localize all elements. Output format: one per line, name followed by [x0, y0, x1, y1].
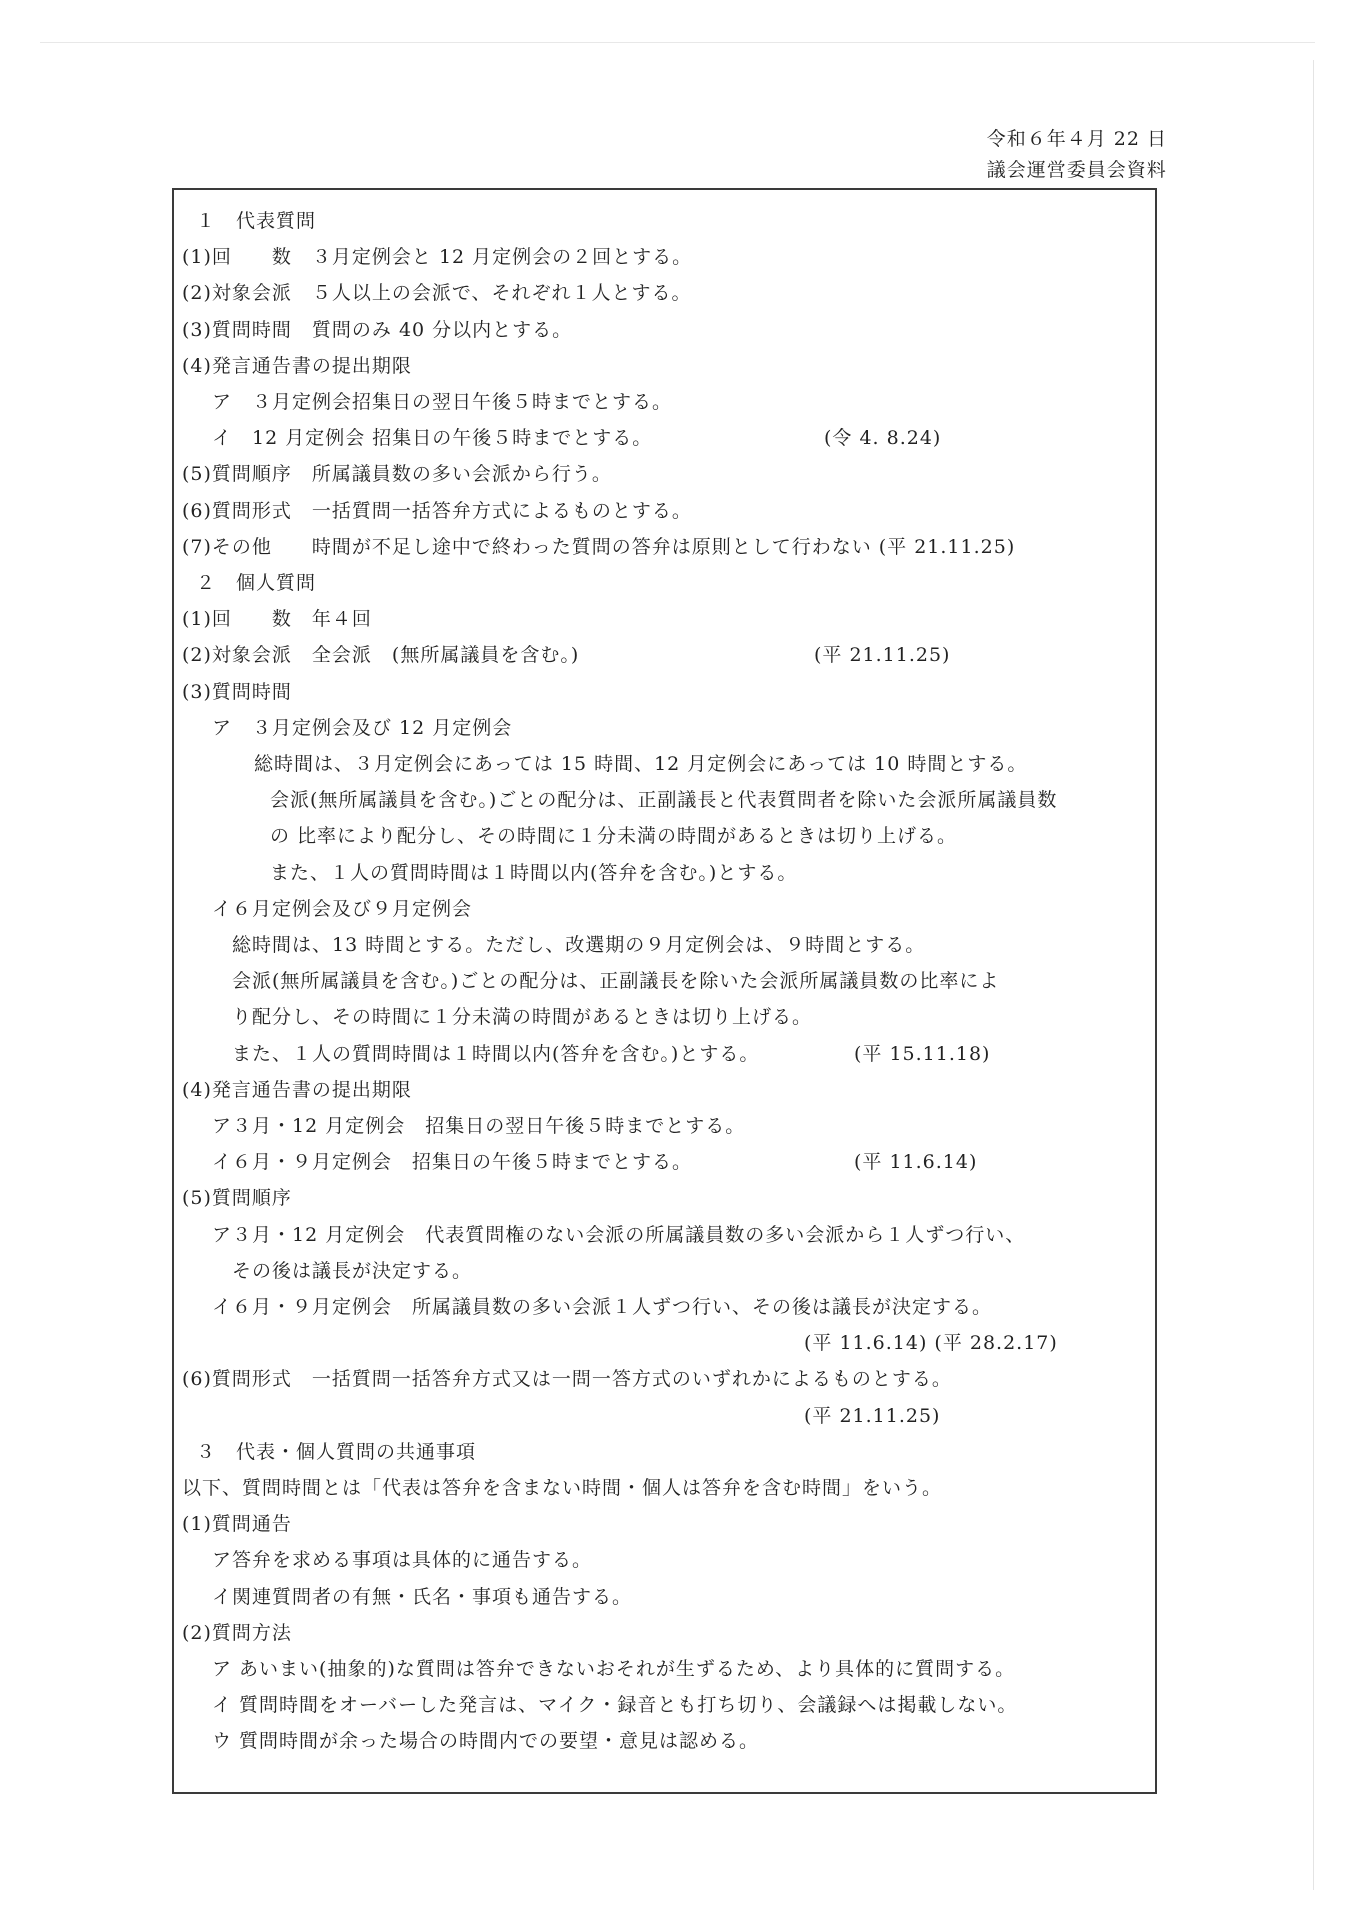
line-text: (2)質問方法 — [182, 1621, 292, 1644]
line-text: 総時間は、３月定例会にあっては 15 時間、12 月定例会にあっては 10 時間とする。 — [254, 753, 1028, 775]
line-text: イ６月定例会及び９月定例会 — [212, 897, 473, 920]
line-text: ア３月・12 月定例会 招集日の翌日午後５時までとする。 — [212, 1115, 746, 1137]
line-text: (1)回 数 年４回 — [182, 608, 372, 631]
line-text: ア ３月定例会招集日の翌日午後５時までとする。 — [212, 391, 673, 413]
line-text: ３ 代表・個人質問の共通事項 — [196, 1440, 477, 1463]
document-line — [212, 1113, 745, 1139]
line-text: また、１人の質問時間は１時間以内(答弁を含む。)とする。 — [232, 1042, 760, 1065]
document-line — [182, 1475, 942, 1501]
document-line — [270, 787, 1057, 813]
document-line — [270, 860, 797, 886]
document-line — [182, 280, 692, 306]
document-line — [182, 642, 579, 668]
revision-date: (平 11.6.14) (平 28.2.17) — [804, 1332, 1058, 1355]
line-text: (7)その他 時間が不足し途中で終わった質問の答弁は原則として行わない (平 21.11.25) — [182, 535, 1016, 558]
document-line — [232, 968, 999, 994]
document-date: 令和６年４月 22 日 — [986, 128, 1167, 150]
scan-edge-right — [1313, 60, 1314, 1890]
line-text: ウ 質問時間が余った場合の時間内での要望・意見は認める。 — [212, 1730, 760, 1753]
scan-edge-top — [40, 42, 1315, 43]
line-text: ア３月・12 月定例会 代表質問権のない会派の所属議員数の多い会派から１人ずつ行い、 — [212, 1223, 1026, 1246]
document-line — [270, 823, 957, 849]
line-text: (3)質問時間 質問のみ 40 分以内とする。 — [182, 318, 573, 341]
document-line — [212, 715, 512, 741]
line-text: 以下、質問時間とは「代表は答弁を含まない時間・個人は答弁を含む時間」をいう。 — [182, 1477, 943, 1499]
line-text: (6)質問形式 一括質問一括答弁方式によるものとする。 — [182, 499, 692, 522]
line-text: ２ 個人質問 — [196, 572, 317, 594]
line-text: １ 代表質問 — [196, 210, 317, 232]
document-line — [212, 1728, 759, 1754]
document-title: 議会運営委員会資料 — [986, 159, 1167, 181]
revision-date: (令 4. 8.24) — [824, 427, 942, 450]
line-text: (5)質問順序 所属議員数の多い会派から行う。 — [182, 463, 612, 486]
line-text: その後は議長が決定する。 — [232, 1259, 473, 1282]
revision-date: (平 21.11.25) — [804, 1404, 941, 1427]
document-line — [212, 1149, 692, 1175]
document-line — [232, 932, 925, 958]
line-text: イ 質問時間をオーバーした発言は、マイク・録音とも打ち切り、会議録へは掲載しない。 — [212, 1694, 1018, 1717]
document-line — [232, 1041, 759, 1067]
line-text: イ６月・９月定例会 招集日の午後５時までとする。 — [212, 1151, 693, 1174]
line-text: (1)回 数 ３月定例会と 12 月定例会の２回とする。 — [182, 246, 693, 269]
document-line — [182, 679, 292, 705]
document-line — [212, 389, 672, 415]
line-text: (4)発言通告書の提出期限 — [182, 1078, 412, 1101]
line-text: また、１人の質問時間は１時間以内(答弁を含む。)とする。 — [270, 861, 798, 884]
document-line — [212, 1692, 1017, 1718]
document-line — [196, 570, 316, 596]
line-text: (3)質問時間 — [182, 680, 292, 703]
document-line — [182, 244, 692, 270]
line-text: イ関連質問者の有無・氏名・事項も通告する。 — [212, 1585, 633, 1608]
line-text: り配分し、その時間に１分未満の時間があるときは切り上げる。 — [232, 1006, 813, 1029]
document-line — [212, 1584, 632, 1610]
document-line — [182, 353, 412, 379]
document-line — [254, 751, 1027, 777]
revision-date: (平 21.11.25) — [814, 644, 951, 667]
document-line — [232, 1004, 812, 1030]
document-line — [212, 1656, 1015, 1682]
document-line — [212, 1294, 992, 1320]
line-text: イ６月・９月定例会 所属議員数の多い会派１人ずつ行い、その後は議長が決定する。 — [212, 1296, 993, 1318]
line-text: イ 12 月定例会 招集日の午後５時までとする。 — [212, 427, 653, 450]
rules-content-box — [172, 188, 1157, 1794]
line-text: 会派(無所属議員を含む。)ごとの配分は、正副議長を除いた会派所属議員数の比率によ — [232, 970, 1000, 993]
document-line — [212, 896, 472, 922]
line-text: (2)対象会派 ５人以上の会派で、それぞれ１人とする。 — [182, 282, 692, 305]
document-line — [212, 425, 652, 451]
line-text: (6)質問形式 一括質問一括答弁方式又は一問一答方式のいずれかによるものとする。 — [182, 1368, 952, 1391]
document-line — [182, 1077, 412, 1103]
document-line — [196, 1439, 476, 1465]
line-text: 会派(無所属議員を含む。)ごとの配分は、正副議長と代表質問者を除いた会派所属議員数 — [270, 789, 1058, 812]
document-line — [182, 1511, 292, 1537]
line-text: (5)質問順序 — [182, 1187, 292, 1210]
line-text: ア あいまい(抽象的)な質問は答弁できないおそれが生ずるため、より具体的に質問する。 — [212, 1658, 1016, 1680]
document-line — [182, 1366, 952, 1392]
line-text: (4)発言通告書の提出期限 — [182, 354, 412, 377]
document-line — [196, 208, 316, 234]
document-line — [212, 1547, 592, 1573]
document-line — [182, 1620, 292, 1646]
document-line — [182, 534, 1015, 560]
document-line — [232, 1258, 472, 1284]
document-line — [182, 317, 572, 343]
line-text: (2)対象会派 全会派 (無所属議員を含む。) — [182, 644, 580, 667]
document-line — [182, 1185, 292, 1211]
line-text: 総時間は、13 時間とする。ただし、改選期の９月定例会は、９時間とする。 — [232, 934, 926, 956]
document-line — [182, 461, 612, 487]
line-text: ア答弁を求める事項は具体的に通告する。 — [212, 1549, 593, 1572]
document-line — [212, 1222, 1025, 1248]
revision-date: (平 15.11.18) — [854, 1042, 991, 1065]
document-header — [987, 124, 1167, 186]
line-text: の 比率により配分し、その時間に１分未満の時間があるときは切り上げる。 — [270, 825, 958, 848]
revision-date: (平 11.6.14) — [854, 1151, 978, 1174]
document-line — [182, 606, 372, 632]
line-text: (1)質問通告 — [182, 1513, 292, 1536]
line-text: ア ３月定例会及び 12 月定例会 — [212, 716, 513, 739]
document-line — [182, 498, 692, 524]
